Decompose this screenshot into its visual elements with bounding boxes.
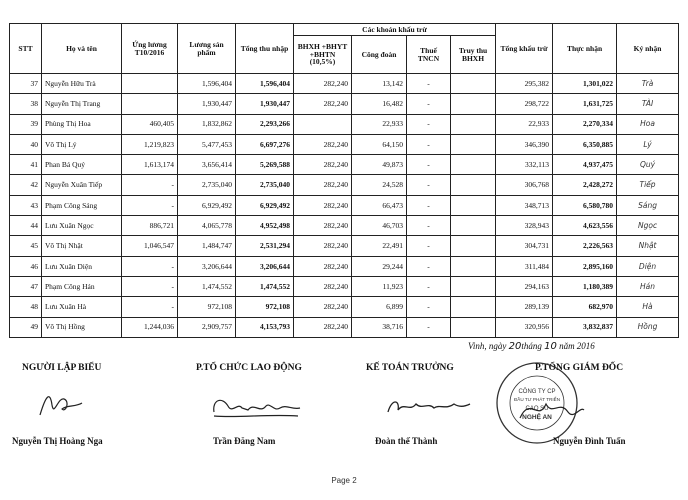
- row-signature: Hoa: [617, 114, 679, 134]
- chief-accountant-name: Đoàn thế Thành: [375, 436, 438, 446]
- header-name: Họ và tên: [42, 24, 122, 74]
- row-stt: 47: [10, 276, 42, 296]
- row-product-salary: 3,206,644: [178, 256, 236, 276]
- row-insurance: 282,240: [294, 134, 352, 154]
- row-total-income: 6,929,492: [236, 195, 294, 215]
- row-product-salary: 2,909,757: [178, 317, 236, 337]
- header-bhxh-arrears: [451, 36, 496, 74]
- table-row: [10, 236, 679, 256]
- director-name: Nguyễn Đình Tuấn: [553, 436, 626, 446]
- header-total-deduction: [496, 24, 553, 74]
- row-net-pay: 682,970: [553, 297, 617, 317]
- row-signature: Trà: [617, 74, 679, 94]
- row-advance: -: [122, 276, 178, 296]
- row-tax: -: [407, 195, 451, 215]
- row-signature: Hán: [617, 276, 679, 296]
- row-union: 6,899: [352, 297, 407, 317]
- payroll-rows: [10, 74, 679, 338]
- row-net-pay: 4,623,556: [553, 216, 617, 236]
- header-union: Công đoàn: [352, 36, 407, 74]
- row-advance: -: [122, 175, 178, 195]
- row-insurance: 282,240: [294, 74, 352, 94]
- date-month: 10: [544, 341, 557, 352]
- header-advance: [122, 24, 178, 74]
- row-product-salary: 4,065,778: [178, 216, 236, 236]
- table-row: [10, 256, 679, 276]
- row-stt: 37: [10, 74, 42, 94]
- row-advance: -: [122, 195, 178, 215]
- row-total-deduction: 348,713: [496, 195, 553, 215]
- table-row: [10, 297, 679, 317]
- director-signature: [513, 392, 586, 426]
- row-bhxh-arrears: [451, 317, 496, 337]
- chief-accountant-title: KẾ TOÁN TRƯỞNG: [366, 363, 454, 373]
- labor-dept-signature: [208, 388, 308, 424]
- table-row: [10, 134, 679, 154]
- date-year: năm 2016: [559, 341, 595, 351]
- row-signature: Lý: [617, 134, 679, 154]
- header-total-deduction-label: Tổng khấu trừ: [500, 43, 548, 53]
- row-net-pay: 2,428,272: [553, 175, 617, 195]
- row-stt: 42: [10, 175, 42, 195]
- row-tax: -: [407, 297, 451, 317]
- row-total-deduction: 289,139: [496, 297, 553, 317]
- table-row: [10, 114, 679, 134]
- row-total-income: 6,697,276: [236, 134, 294, 154]
- row-net-pay: 1,180,389: [553, 276, 617, 296]
- row-union: 49,873: [352, 155, 407, 175]
- row-union: 22,491: [352, 236, 407, 256]
- row-total-deduction: 328,943: [496, 216, 553, 236]
- row-total-deduction: 320,956: [496, 317, 553, 337]
- row-total-income: 4,153,793: [236, 317, 294, 337]
- row-insurance: 282,240: [294, 216, 352, 236]
- row-stt: 45: [10, 236, 42, 256]
- table-row: [10, 94, 679, 114]
- row-advance: 1,613,174: [122, 155, 178, 175]
- row-total-income: 2,735,040: [236, 175, 294, 195]
- row-name: Phùng Thị Hoa: [42, 114, 122, 134]
- row-name: Võ Thị Hồng: [42, 317, 122, 337]
- row-net-pay: 4,937,475: [553, 155, 617, 175]
- row-name: Nguyễn Thị Trang: [42, 94, 122, 114]
- row-insurance: 282,240: [294, 317, 352, 337]
- stamp-line-1: CÔNG TY CP: [518, 389, 556, 395]
- row-stt: 41: [10, 155, 42, 175]
- row-total-income: 4,952,498: [236, 216, 294, 236]
- row-insurance: 282,240: [294, 236, 352, 256]
- row-advance: -: [122, 297, 178, 317]
- header-product-salary-label: Lương sản phẩm: [189, 40, 224, 57]
- row-tax: -: [407, 155, 451, 175]
- row-tax: -: [407, 175, 451, 195]
- table-row: [10, 195, 679, 215]
- header-product-salary: [178, 24, 236, 74]
- row-bhxh-arrears: [451, 216, 496, 236]
- row-stt: 46: [10, 256, 42, 276]
- row-advance: [122, 94, 178, 114]
- row-signature: Sáng: [617, 195, 679, 215]
- header-advance-label: Ứng lương T10/2016: [132, 40, 167, 57]
- row-insurance: 282,240: [294, 297, 352, 317]
- row-advance: 460,405: [122, 114, 178, 134]
- row-union: 16,482: [352, 94, 407, 114]
- header-signature-label: Ký nhận: [633, 43, 662, 53]
- row-tax: -: [407, 74, 451, 94]
- labor-dept-name: Trần Đăng Nam: [213, 436, 276, 446]
- row-union: 66,473: [352, 195, 407, 215]
- row-signature: Hà: [617, 297, 679, 317]
- row-signature: Diện: [617, 256, 679, 276]
- header-deductions-group: Các khoản khấu trừ: [294, 24, 496, 36]
- row-tax: -: [407, 256, 451, 276]
- row-product-salary: 1,832,862: [178, 114, 236, 134]
- row-product-salary: 3,656,414: [178, 155, 236, 175]
- row-product-salary: 1,484,747: [178, 236, 236, 256]
- table-row: [10, 276, 679, 296]
- stamp-line-4: NGHỆ AN: [522, 414, 552, 421]
- table-row: [10, 175, 679, 195]
- row-product-salary: 2,735,040: [178, 175, 236, 195]
- row-product-salary: 5,477,453: [178, 134, 236, 154]
- row-signature: TÀI: [617, 94, 679, 114]
- date-day: 20: [508, 341, 522, 352]
- row-total-deduction: 295,382: [496, 74, 553, 94]
- row-name: Phạm Công Sáng: [42, 195, 122, 215]
- row-advance: [122, 74, 178, 94]
- row-tax: -: [407, 317, 451, 337]
- row-insurance: 282,240: [294, 256, 352, 276]
- row-net-pay: 1,631,725: [553, 94, 617, 114]
- row-bhxh-arrears: [451, 276, 496, 296]
- row-net-pay: 1,301,022: [553, 74, 617, 94]
- row-name: Phan Bá Quý: [42, 155, 122, 175]
- row-tax: -: [407, 276, 451, 296]
- row-net-pay: 6,580,780: [553, 195, 617, 215]
- row-name: Nguyễn Xuân Tiếp: [42, 175, 122, 195]
- row-net-pay: 2,895,160: [553, 256, 617, 276]
- row-total-income: 3,206,644: [236, 256, 294, 276]
- stamp-line-3: CAO SU: [525, 406, 549, 412]
- header-total-income: [236, 24, 294, 74]
- row-product-salary: 1,930,447: [178, 94, 236, 114]
- row-name: Võ Thị Nhật: [42, 236, 122, 256]
- payroll-table: [9, 23, 679, 338]
- header-bhxh-arrears-label: Truy thu BHXH: [458, 46, 488, 63]
- row-net-pay: 2,226,563: [553, 236, 617, 256]
- row-stt: 48: [10, 297, 42, 317]
- row-stt: 43: [10, 195, 42, 215]
- row-stt: 39: [10, 114, 42, 134]
- stamp-line-2: ĐẦU TƯ PHÁT TRIỂN: [513, 397, 561, 402]
- preparer-name: Nguyễn Thị Hoàng Nga: [12, 436, 103, 446]
- director-title: P.TỔNG GIÁM ĐỐC: [535, 363, 624, 373]
- table-row: [10, 74, 679, 94]
- row-name: Phạm Công Hán: [42, 276, 122, 296]
- row-total-income: 1,930,447: [236, 94, 294, 114]
- row-advance: 1,244,036: [122, 317, 178, 337]
- page-number: Page 2: [331, 476, 357, 485]
- row-stt: 49: [10, 317, 42, 337]
- row-net-pay: 2,270,334: [553, 114, 617, 134]
- table-row: [10, 155, 679, 175]
- chief-accountant-signature: [384, 392, 474, 420]
- row-insurance: 282,240: [294, 195, 352, 215]
- date-prefix: Vinh, ngày: [468, 341, 507, 351]
- row-signature: Nhật: [617, 236, 679, 256]
- row-advance: 1,219,823: [122, 134, 178, 154]
- row-bhxh-arrears: [451, 74, 496, 94]
- preparer-signature: [36, 385, 86, 425]
- row-stt: 38: [10, 94, 42, 114]
- header-tax-label: Thuế TNCN: [417, 46, 440, 63]
- row-union: 24,528: [352, 175, 407, 195]
- row-total-income: 2,531,294: [236, 236, 294, 256]
- row-union: 11,923: [352, 276, 407, 296]
- row-total-deduction: 22,933: [496, 114, 553, 134]
- row-insurance: 282,240: [294, 155, 352, 175]
- row-bhxh-arrears: [451, 195, 496, 215]
- table-row: [10, 317, 679, 337]
- preparer-title: NGƯỜI LẬP BIỂU: [22, 363, 102, 373]
- row-name: Lưu Xuân Hà: [42, 297, 122, 317]
- row-total-deduction: 298,722: [496, 94, 553, 114]
- row-stt: 44: [10, 216, 42, 236]
- date-line: [468, 341, 595, 352]
- row-bhxh-arrears: [451, 297, 496, 317]
- row-advance: 1,046,547: [122, 236, 178, 256]
- row-signature: Quý: [617, 155, 679, 175]
- row-total-deduction: 306,768: [496, 175, 553, 195]
- row-stt: 40: [10, 134, 42, 154]
- row-product-salary: 972,108: [178, 297, 236, 317]
- row-bhxh-arrears: [451, 94, 496, 114]
- row-total-deduction: 311,484: [496, 256, 553, 276]
- row-total-deduction: 304,731: [496, 236, 553, 256]
- row-name: Lưu Xuân Ngọc: [42, 216, 122, 236]
- row-total-deduction: 294,163: [496, 276, 553, 296]
- row-insurance: 282,240: [294, 276, 352, 296]
- row-insurance: [294, 114, 352, 134]
- row-total-deduction: 332,113: [496, 155, 553, 175]
- row-total-deduction: 346,390: [496, 134, 553, 154]
- row-advance: 886,721: [122, 216, 178, 236]
- header-insurance: [294, 36, 352, 74]
- row-product-salary: 6,929,492: [178, 195, 236, 215]
- row-total-income: 1,474,552: [236, 276, 294, 296]
- row-net-pay: 6,350,885: [553, 134, 617, 154]
- row-bhxh-arrears: [451, 114, 496, 134]
- row-tax: -: [407, 236, 451, 256]
- row-tax: -: [407, 94, 451, 114]
- labor-dept-title: P.TỔ CHỨC LAO ĐỘNG: [196, 363, 302, 373]
- row-bhxh-arrears: [451, 134, 496, 154]
- header-stt: STT: [10, 24, 42, 74]
- row-tax: -: [407, 216, 451, 236]
- row-total-income: 5,269,588: [236, 155, 294, 175]
- row-total-income: 972,108: [236, 297, 294, 317]
- row-bhxh-arrears: [451, 155, 496, 175]
- row-bhxh-arrears: [451, 175, 496, 195]
- row-tax: -: [407, 114, 451, 134]
- row-union: 64,150: [352, 134, 407, 154]
- header-tax: [407, 36, 451, 74]
- header-net-pay: Thực nhận: [553, 24, 617, 74]
- row-union: 22,933: [352, 114, 407, 134]
- row-signature: Tiếp: [617, 175, 679, 195]
- row-product-salary: 1,596,404: [178, 74, 236, 94]
- row-signature: Hồng: [617, 317, 679, 337]
- row-signature: Ngọc: [617, 216, 679, 236]
- row-union: 46,703: [352, 216, 407, 236]
- header-insurance-label: BHXH +BHYT +BHTN (10,5%): [297, 42, 348, 67]
- row-union: 38,716: [352, 317, 407, 337]
- row-name: Lưu Xuân Diện: [42, 256, 122, 276]
- row-net-pay: 3,832,837: [553, 317, 617, 337]
- row-tax: -: [407, 134, 451, 154]
- row-insurance: 282,240: [294, 175, 352, 195]
- row-advance: -: [122, 256, 178, 276]
- row-total-income: 1,596,404: [236, 74, 294, 94]
- row-product-salary: 1,474,552: [178, 276, 236, 296]
- row-union: 29,244: [352, 256, 407, 276]
- header-signature: [617, 24, 679, 74]
- date-month-word: tháng: [521, 341, 542, 351]
- row-name: Nguyễn Hữu Trà: [42, 74, 122, 94]
- row-name: Võ Thị Lý: [42, 134, 122, 154]
- row-union: 13,142: [352, 74, 407, 94]
- row-bhxh-arrears: [451, 236, 496, 256]
- table-row: [10, 216, 679, 236]
- header-total-income-label: Tổng thu nhập: [240, 43, 289, 53]
- row-bhxh-arrears: [451, 256, 496, 276]
- row-insurance: 282,240: [294, 94, 352, 114]
- row-total-income: 2,293,266: [236, 114, 294, 134]
